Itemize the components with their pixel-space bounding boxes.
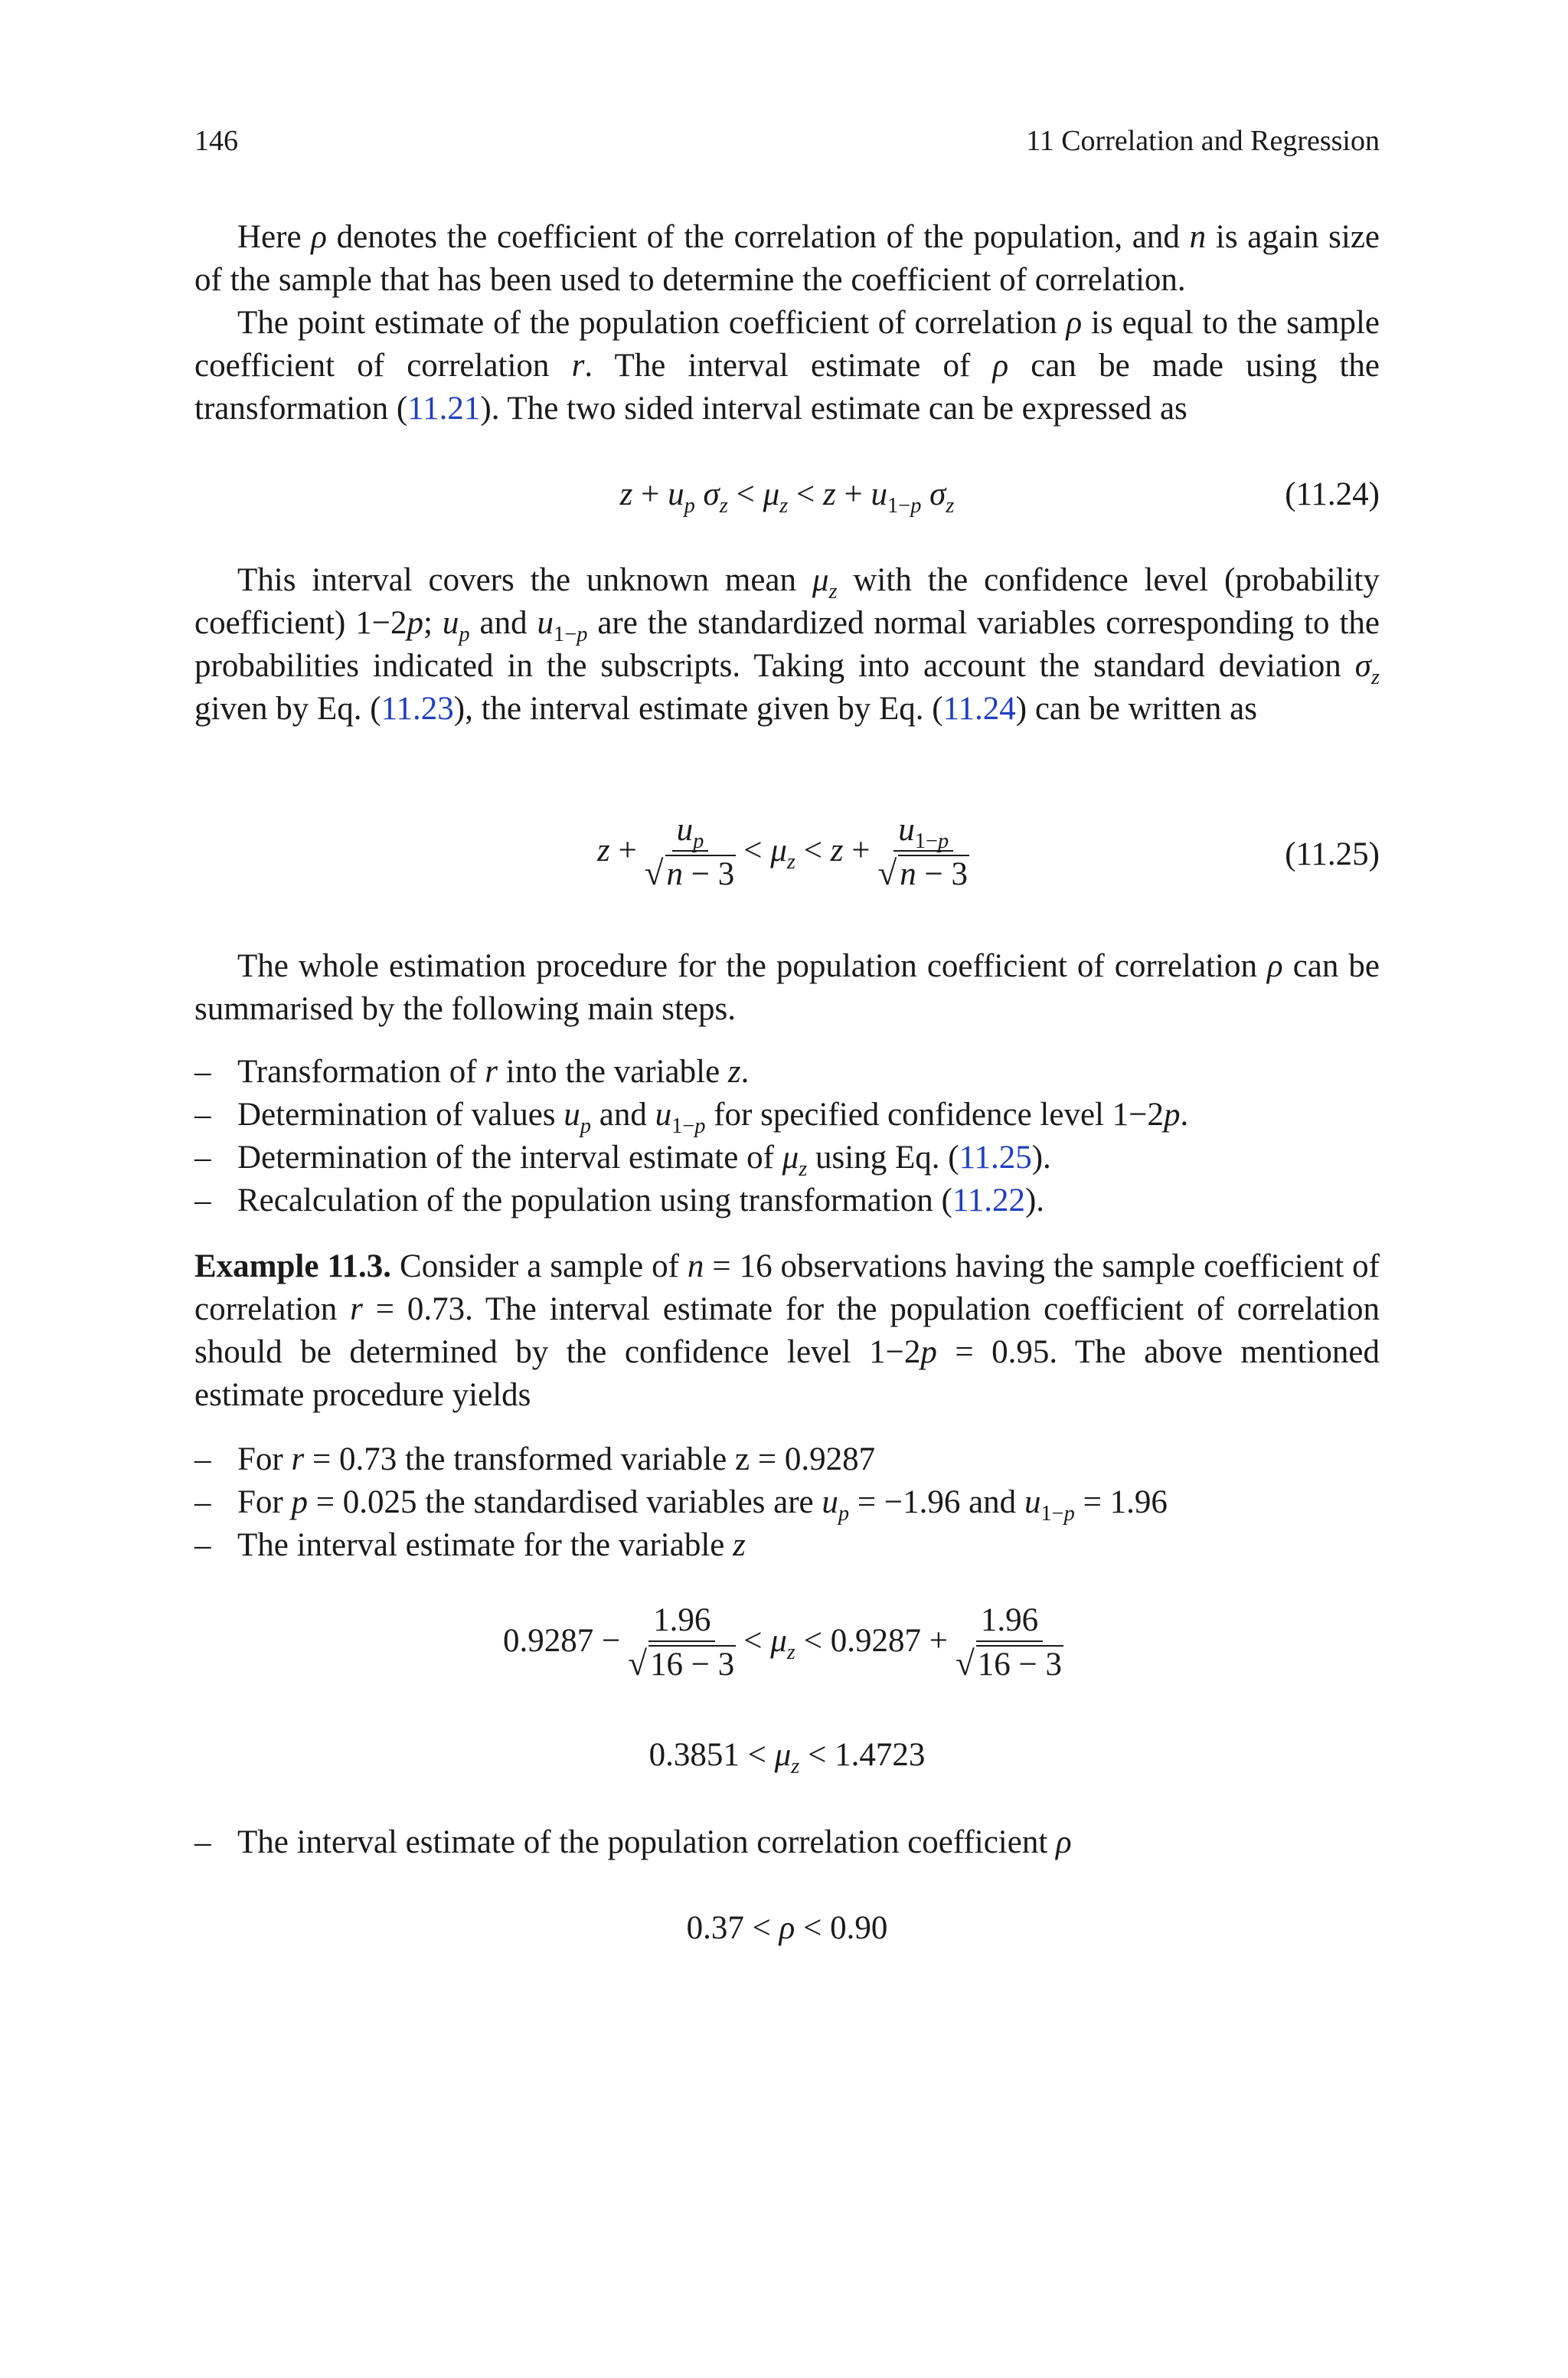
equation-rho-interval: 0.37 < ρ < 0.90 [686,1910,888,1946]
paragraph-interval-covers: This interval covers the unknown mean $\mu_z$ with the confidence level (probability coefficient) 1−2p; $u_p$ and $u_{1-p}$ are the standardized normal variables corresponding to the probabilities indicated in the subscripts. Taking into account the standard deviation $\sigma_z$ given by Eq. (11.23), the interval estimate given by Eq. (11.24) can be written as [194,562,1380,727]
rho-step-list [194,1821,1380,1864]
list-item: – Transformation of r into the variable z. [194,1051,1380,1094]
ref-11-23[interactable]: 11.23 [381,691,454,727]
running-head: 11 Correlation and Regression [1026,125,1380,157]
list-item: – For p = 0.025 the standardised variables are $u_p = -1.96$ and $u_{1-p} = 1.96$ [194,1481,1380,1524]
example-steps-list [194,1438,1380,1567]
procedure-steps-list [194,1051,1380,1222]
list-item: – The interval estimate of the population correlation coefficient ρ [194,1821,1380,1864]
equation-numeric-interval: 0.9287 − $\frac{1.96}{√16 - 3}$ < $\mu_z < 0.9287$ + $\frac{1.96}{√16 - 3}$ [502,1602,1063,1683]
equation-number-11-24: (11.24) [1285,476,1380,512]
paragraph-intro: Here ρ denotes the coefficient of the correlation of the population, and n is again size of the sample that has been used to determine the coefficient of correlation. [194,219,1380,298]
page-number: 146 [194,125,238,157]
ref-11-25[interactable]: 11.25 [959,1140,1032,1176]
list-item: – For r = 0.73 the transformed variable z = 0.9287 [194,1438,1380,1481]
ref-11-24[interactable]: 11.24 [942,691,1016,727]
equation-mu-interval: $0.3851 < \mu_z < 1.4723$ [648,1737,926,1778]
ref-11-22[interactable]: 11.22 [952,1182,1025,1218]
example-11-3-paragraph: Example 11.3. Consider a sample of n = 16 observations having the sample coefficient of correlation r = 0.73. The interval estimate for the population coefficient of correlation should be determined by the confidence level 1−2p = 0.95. The above mentioned estimate procedure yields [194,1248,1380,1413]
list-item: – Determination of values $u_p$ and $u_{1-p}$ for specified confidence level 1−2p. [194,1094,1380,1137]
ref-11-21[interactable]: 11.21 [407,391,481,427]
equation-number-11-25: (11.25) [1285,836,1380,872]
equation-11-25: z + $\frac{u_p}{√n - 3}$ < $\mu_z < z$ + $\frac{u_{1-p}}{√n - 3}$ [596,812,968,892]
example-label: Example 11.3. [194,1248,392,1284]
list-item: – The interval estimate for the variable z [194,1524,1380,1567]
paragraph-point-estimate: The point estimate of the population coefficient of correlation ρ is equal to the sample coefficient of correlation r. The interval estimate of ρ can be made using the transformation (11.21). The two sided interval estimate can be expressed as [194,305,1380,427]
list-item: – Recalculation of the population using transformation (11.22). [194,1179,1380,1222]
paragraph-procedure: The whole estimation procedure for the population coefficient of correlation ρ can be summarised by the following main steps. [194,948,1380,1027]
list-item: – Determination of the interval estimate of $\mu_z$ using Eq. (11.25). [194,1137,1380,1179]
equation-11-24: $z + u_p$ $\sigma_z < \mu_z < z + u_{1-p}$ $\sigma_z$ [619,476,955,518]
